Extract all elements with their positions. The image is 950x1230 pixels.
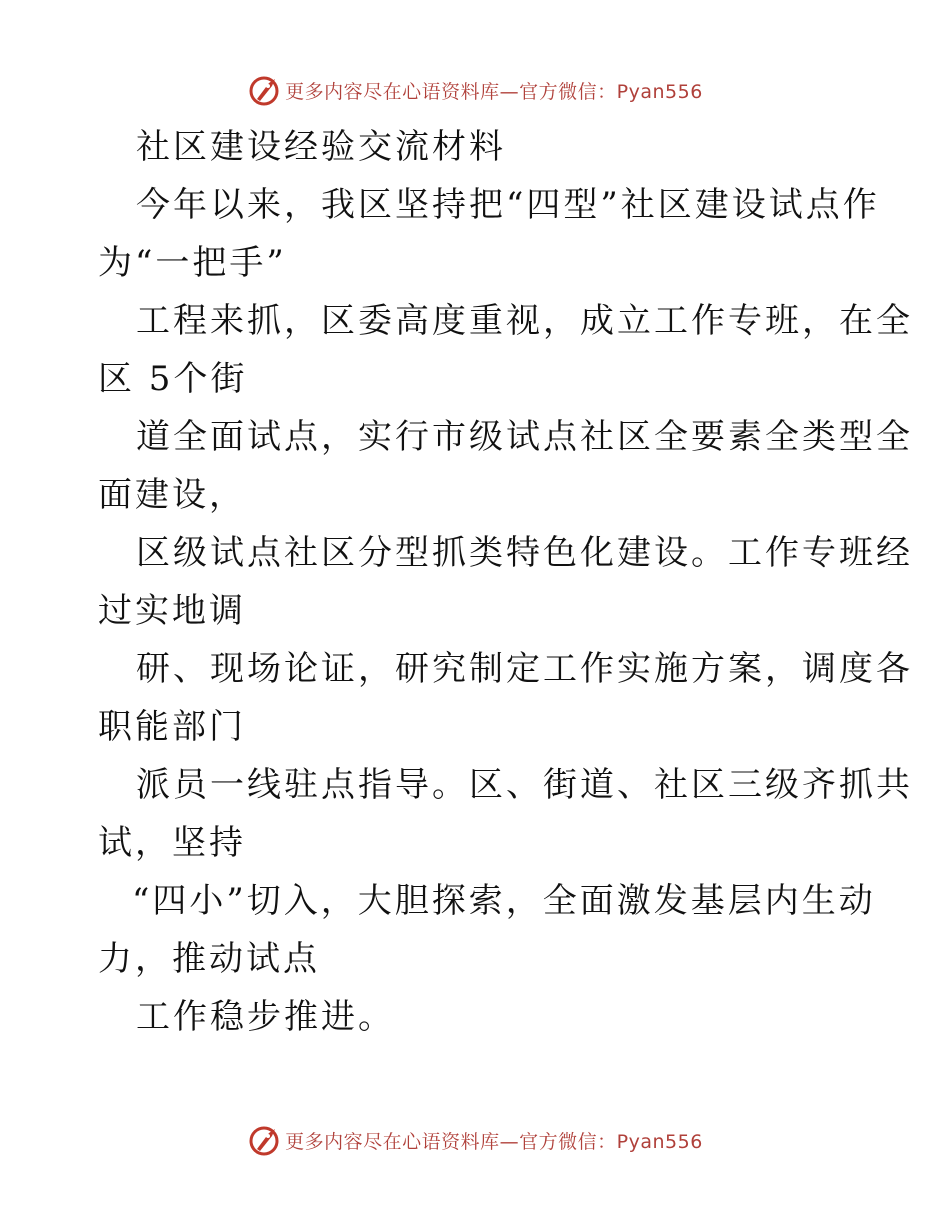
paragraph-line: 今年以来，我区坚持把“四型”社区建设试点作	[136, 185, 880, 225]
pen-nib-logo-icon	[247, 1123, 281, 1157]
paragraph-line: 道全面试点，实行市级试点社区全要素全类型全	[136, 417, 913, 457]
document-title: 社区建设经验交流材料	[136, 127, 506, 167]
paragraph-line: 职能部门	[98, 707, 246, 747]
paragraph-line: 工作稳步推进。	[136, 997, 395, 1037]
paragraph-line: 力，推动试点	[98, 939, 320, 979]
header-banner	[0, 70, 950, 110]
document-body	[98, 118, 913, 1046]
paragraph-line: 研、现场论证，研究制定工作实施方案，调度各	[136, 649, 913, 689]
banner-text: 更多内容尽在心语资料库—官方微信：Pyan556	[285, 80, 703, 103]
paragraph-line: 工程来抓，区委高度重视，成立工作专班，在全	[136, 301, 913, 341]
paragraph-line: 区级试点社区分型抓类特色化建设。工作专班经	[136, 533, 913, 573]
paragraph-line: 面建设，	[98, 475, 246, 515]
banner-text: 更多内容尽在心语资料库—官方微信：Pyan556	[285, 1130, 703, 1153]
paragraph-line: “四小”切入，大胆探索，全面激发基层内生动	[132, 881, 876, 921]
paragraph-line: 区 5个街	[98, 359, 248, 399]
paragraph-line: 为“一把手”	[98, 243, 287, 283]
pen-nib-logo-icon	[247, 73, 281, 107]
paragraph-line: 过实地调	[98, 591, 246, 631]
paragraph-line: 试，坚持	[98, 823, 246, 863]
paragraph-line: 派员一线驻点指导。区、街道、社区三级齐抓共	[136, 765, 913, 805]
footer-banner	[0, 1120, 950, 1160]
